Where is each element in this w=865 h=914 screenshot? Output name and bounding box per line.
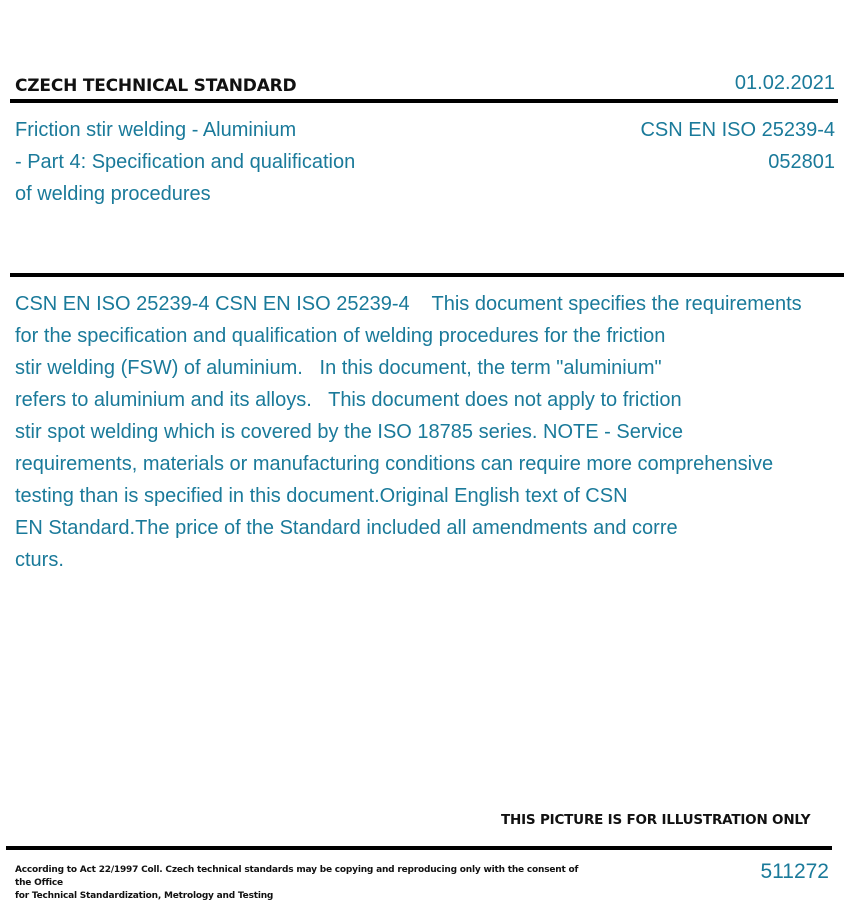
illustration-note: THIS PICTURE IS FOR ILLUSTRATION ONLY (501, 812, 811, 828)
description-line: for the specification and qualification of welding procedures for the friction (15, 325, 666, 347)
description-line: requirements, materials or manufacturing conditions can require more comprehensive (15, 453, 774, 475)
title-line: of welding procedures (15, 183, 211, 205)
title-line: - Part 4: Specification and qualification (15, 151, 356, 173)
standard-codes (640, 114, 835, 178)
classification-code: 052801 (768, 151, 835, 173)
header-divider (10, 99, 838, 103)
title-line: Friction stir welding - Aluminium (15, 119, 297, 141)
description-line: CSN EN ISO 25239-4 CSN EN ISO 25239-4 This document specifies the requirements (15, 293, 802, 315)
description-line: cturs. (15, 549, 64, 571)
description-line: stir welding (FSW) of aluminium. In this document, the term "aluminium" (15, 357, 662, 379)
legal-line: According to Act 22/1997 Coll. Czech technical standards may be copying and reproducing only with the consent of the Office (15, 865, 579, 888)
standard-number: CSN EN ISO 25239-4 (640, 119, 835, 141)
standard-title (15, 114, 435, 210)
description-line: EN Standard.The price of the Standard included all amendments and corre (15, 517, 678, 539)
description-line: testing than is specified in this document.Original English text of CSN (15, 485, 628, 507)
legal-notice (15, 864, 595, 903)
title-divider (10, 273, 844, 277)
footer-divider (6, 846, 832, 850)
description-line: stir spot welding which is covered by the ISO 18785 series. NOTE - Service (15, 421, 684, 443)
legal-line: for Technical Standardization, Metrology and Testing (15, 891, 274, 901)
document-type-label: CZECH TECHNICAL STANDARD (15, 76, 297, 96)
standard-description (15, 288, 802, 576)
catalog-number: 511272 (760, 860, 829, 883)
publication-date: 01.02.2021 (734, 72, 835, 94)
description-line: refers to aluminium and its alloys. This document does not apply to friction (15, 389, 682, 411)
